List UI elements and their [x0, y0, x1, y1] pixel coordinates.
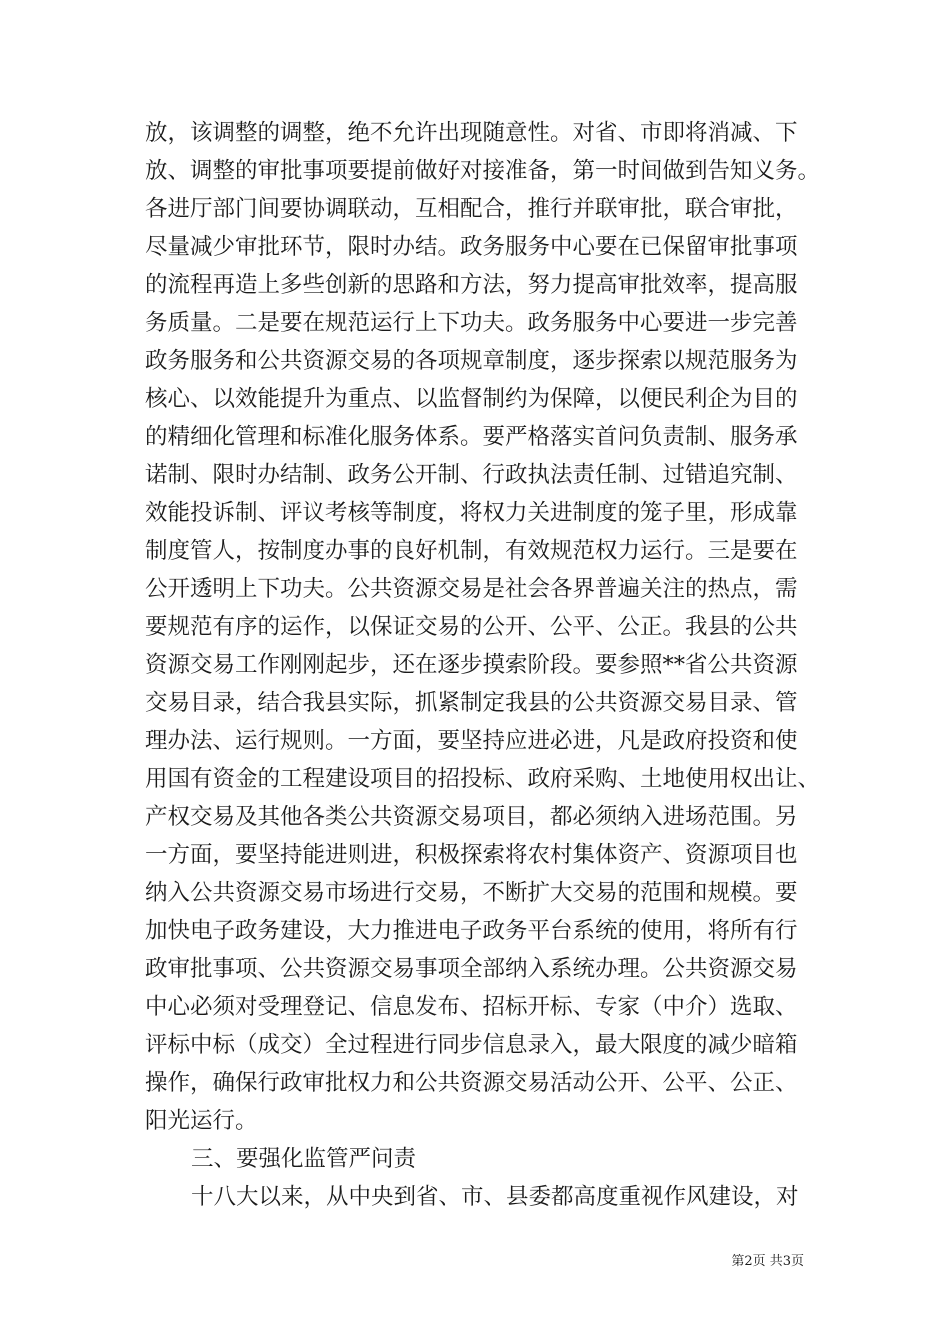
body-line-6: 务质量。二是要在规范运行上下功夫。政务服务中心要进一步完善	[145, 310, 798, 336]
body-line-12: 制度管人，按制度办事的良好机制，有效规范权力运行。三是要在	[145, 538, 798, 564]
body-line-2: 放、调整的审批事项要提前做好对接准备，第一时间做到告知义务。	[145, 158, 821, 184]
body-line-25: 评标中标（成交）全过程进行同步信息录入，最大限度的减少暗箱	[145, 1032, 798, 1058]
body-line-11: 效能投诉制、评议考核等制度，将权力关进制度的笼子里，形成靠	[145, 500, 798, 526]
body-line-7: 政务服务和公共资源交易的各项规章制度，逐步探索以规范服务为	[145, 348, 798, 374]
body-line-9: 的精细化管理和标准化服务体系。要严格落实首问负责制、服务承	[145, 424, 798, 450]
body-line-21: 纳入公共资源交易市场进行交易，不断扩大交易的范围和规模。要	[145, 880, 798, 906]
body-line-10: 诺制、限时办结制、政务公开制、行政执法责任制、过错追究制、	[145, 462, 798, 488]
body-line-14: 要规范有序的运作，以保证交易的公开、公平、公正。我县的公共	[145, 614, 798, 640]
body-line-24: 中心必须对受理登记、信息发布、招标开标、专家（中介）选取、	[145, 994, 798, 1020]
body-line-22: 加快电子政务建设，大力推进电子政务平台系统的使用，将所有行	[145, 918, 798, 944]
body-line-18: 用国有资金的工程建设项目的招投标、政府采购、土地使用权出让、	[145, 766, 821, 792]
page-number-footer: 第2页 共3页	[731, 1254, 804, 1269]
body-line-23: 政审批事项、公共资源交易事项全部纳入系统办理。公共资源交易	[145, 956, 798, 982]
body-line-4: 尽量减少审批环节，限时办结。政务服务中心要在已保留审批事项	[145, 234, 798, 260]
body-line-13: 公开透明上下功夫。公共资源交易是社会各界普遍关注的热点，需	[145, 576, 798, 602]
body-line-15: 资源交易工作刚刚起步，还在逐步摸索阶段。要参照**省公共资源	[145, 652, 798, 678]
body-line-26: 操作，确保行政审批权力和公共资源交易活动公开、公平、公正、	[145, 1070, 798, 1096]
body-line-20: 一方面，要坚持能进则进，积极探索将农村集体资产、资源项目也	[145, 842, 798, 868]
body-line-27: 阳光运行。	[145, 1108, 258, 1134]
body-line-17: 理办法、运行规则。一方面，要坚持应进必进，凡是政府投资和使	[145, 728, 798, 754]
body-line-3: 各进厅部门间要协调联动，互相配合，推行并联审批，联合审批，	[145, 196, 798, 222]
body-line-16: 交易目录，结合我县实际，抓紧制定我县的公共资源交易目录、管	[145, 690, 798, 716]
section-heading: 三、要强化监管严问责	[191, 1146, 417, 1172]
body-line-8: 核心、以效能提升为重点、以监督制约为保障，以便民利企为目的	[145, 386, 798, 412]
body-line-19: 产权交易及其他各类公共资源交易项目，都必须纳入进场范围。另	[145, 804, 798, 830]
body-line-1: 放，该调整的调整，绝不允许出现随意性。对省、市即将消减、下	[145, 120, 798, 146]
body-line-5: 的流程再造上多些创新的思路和方法，努力提高审批效率，提高服	[145, 272, 798, 298]
paragraph-first-line: 十八大以来，从中央到省、市、县委都高度重视作风建设，对	[191, 1184, 799, 1210]
